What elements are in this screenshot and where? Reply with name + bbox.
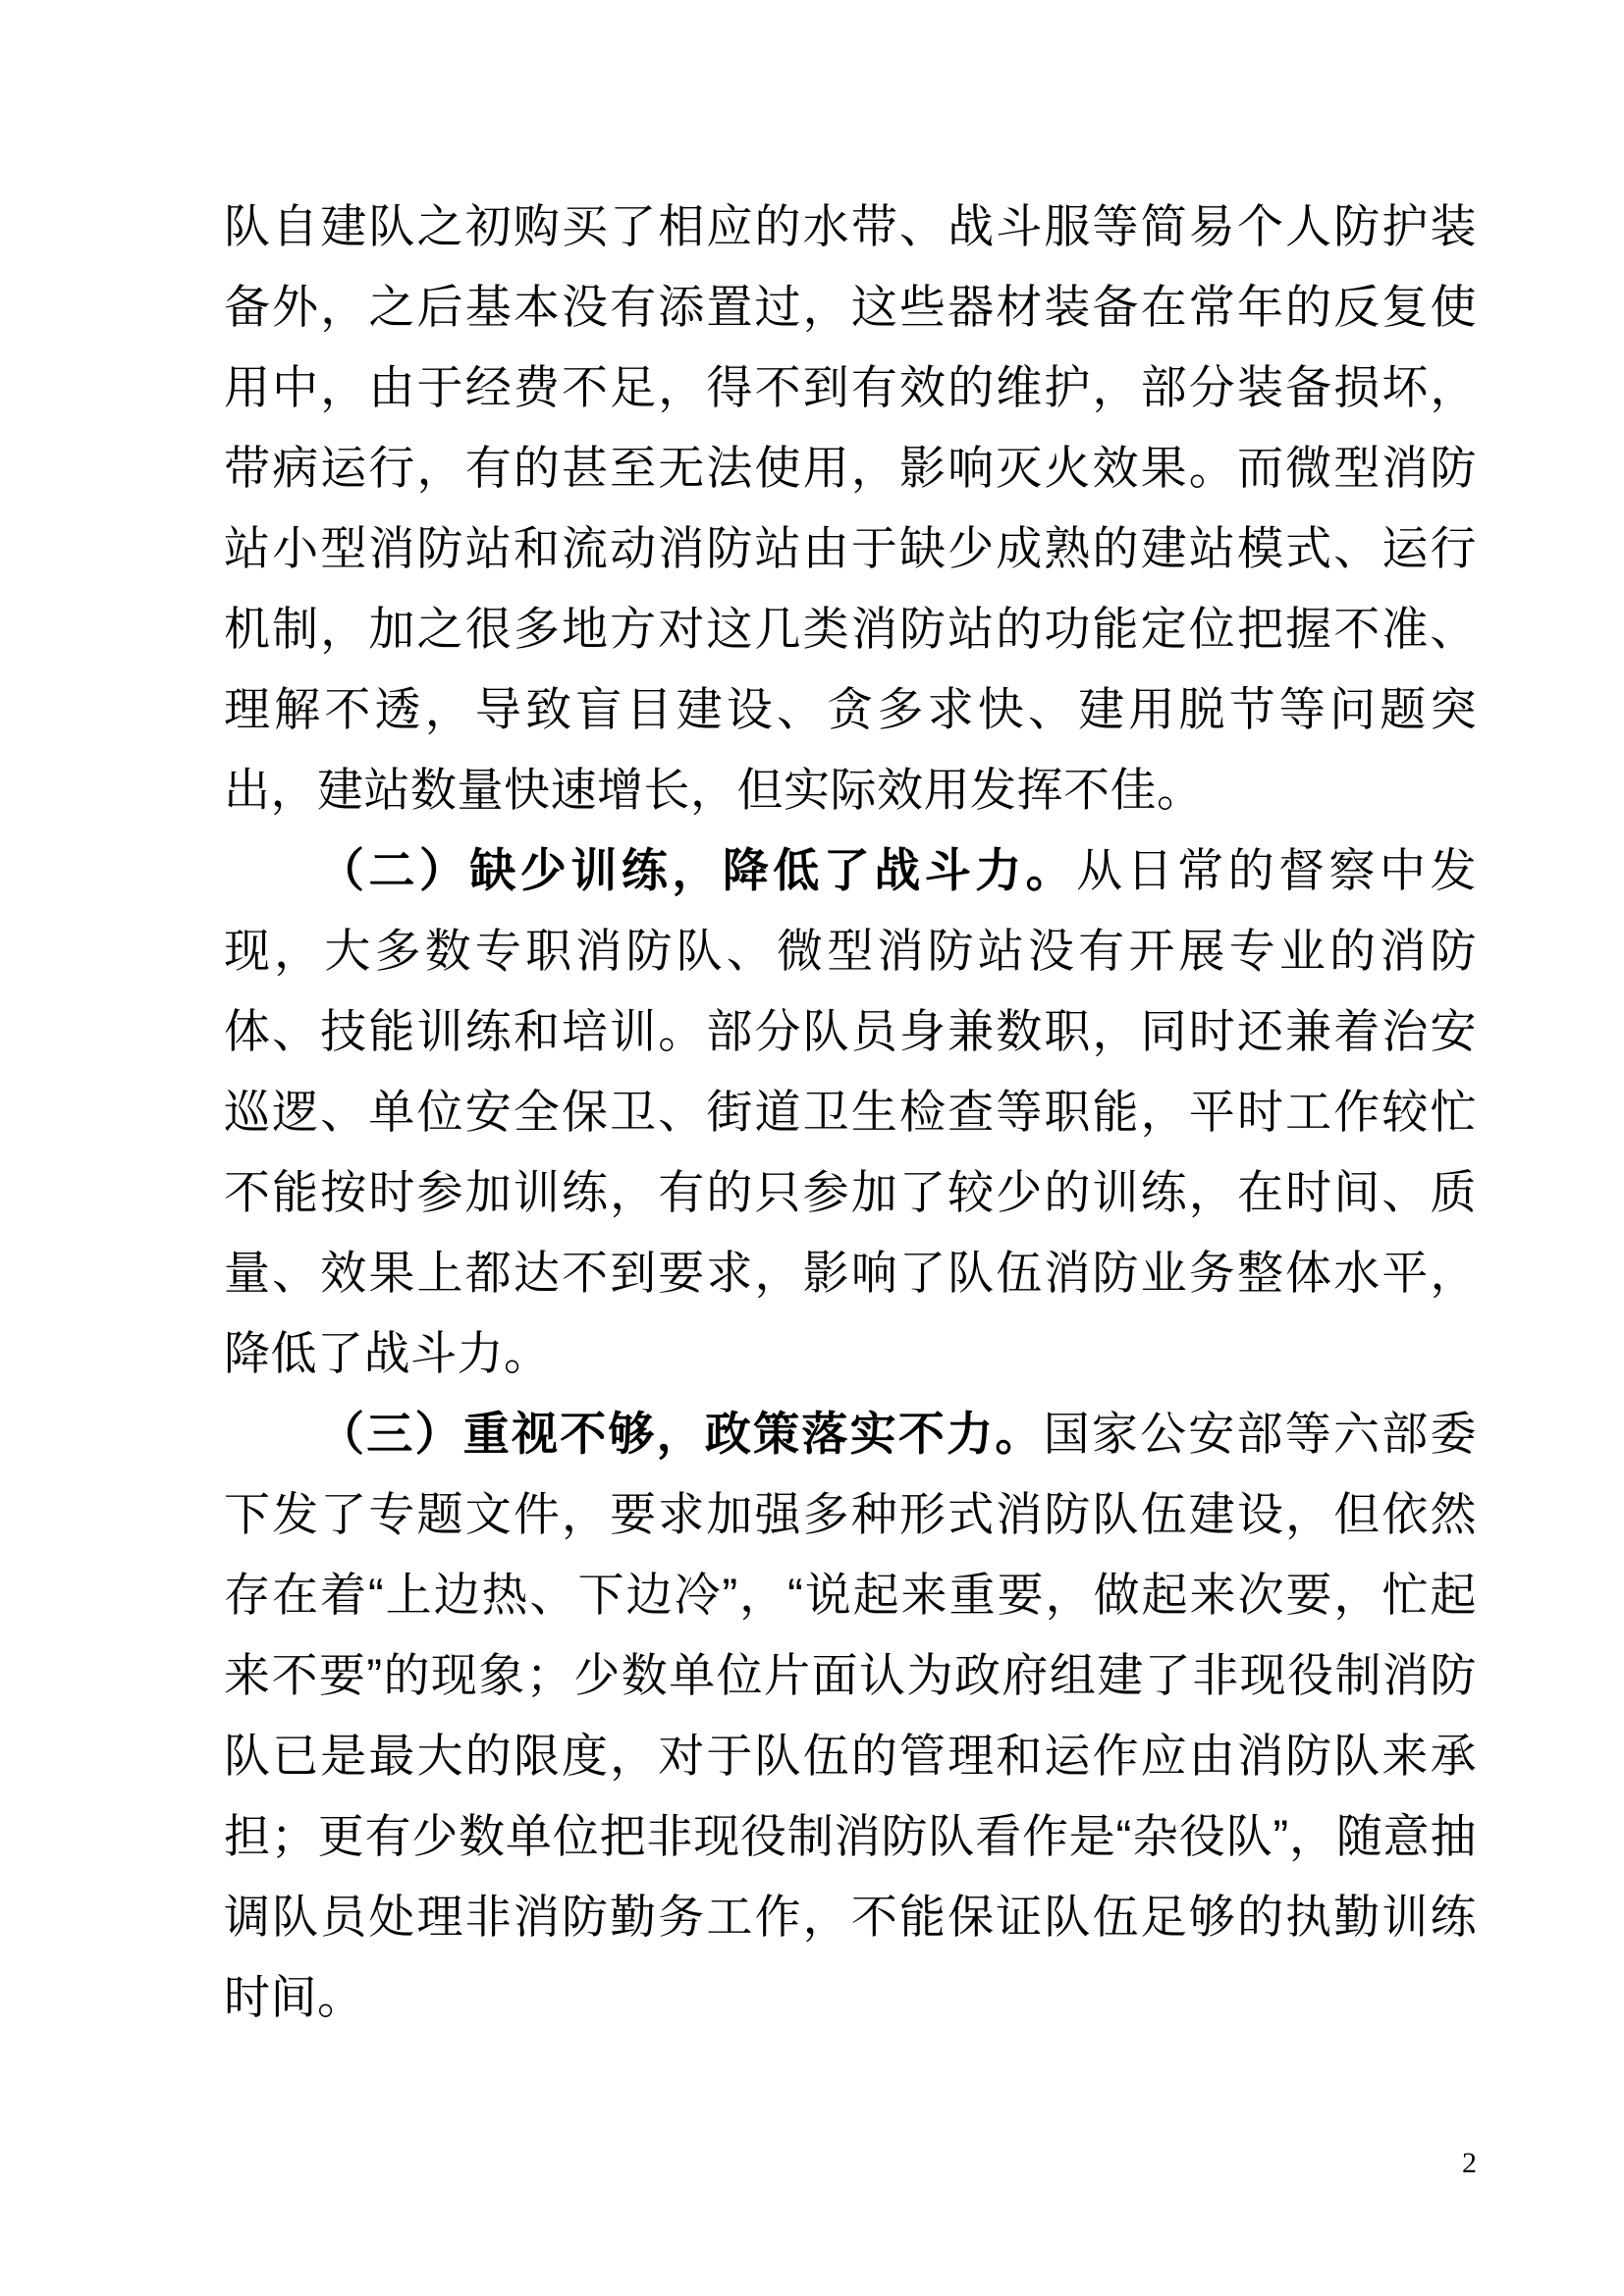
paragraph-heading-text: （三）重视不够，政策落实不力。 [318,1408,1044,1460]
document-body [224,187,1477,2038]
paragraph [224,1394,1477,2038]
paragraph-heading-text: （二）缺少训练，降低了战斗力。 [318,844,1077,896]
paragraph [224,187,1477,830]
paragraph-text: 国家公安部等六部委下发了专题文件，要求加强多种形式消防队伍建设，但依然存在着“上边热、下边冷”，“说起来重要，做起来次要，忙起来不要”的现象；少数单位片面认为政府组建了非现役制消防队已是最大的限度，对于队伍的管理和运作应由消防队来承担；更有少数单位把非现役制消防队看作是“杂役队”，随意抽调队员处理非消防勤务工作，不能保证队伍足够的执勤训练时间。 [224,1408,1478,2023]
paragraph [224,830,1477,1394]
page-number: 2 [1462,2147,1477,2179]
paragraph-text: 队自建队之初购买了相应的水带、战斗服等简易个人防护装备外，之后基本没有添置过，这些器材装备在常年的反复使用中，由于经费不足，得不到有效的维护，部分装备损坏，带病运行，有的甚至无法使用，影响灭火效果。而微型消防站小型消防站和流动消防站由于缺少成熟的建站模式、运行机制，加之很多地方对这几类消防站的功能定位把握不准、理解不透，导致盲目建设、贪多求快、建用脱节等问题突出，建站数量快速增长，但实际效用发挥不佳。 [224,200,1477,816]
paragraph-text: 从日常的督察中发现，大多数专职消防队、微型消防站没有开展专业的消防体、技能训练和培训。部分队员身兼数职，同时还兼着治安巡逻、单位安全保卫、街道卫生检查等职能，平时工作较忙不能按时参加训练，有的只参加了较少的训练，在时间、质量、效果上都达不到要求，影响了队伍消防业务整体水平，降低了战斗力。 [224,844,1478,1379]
